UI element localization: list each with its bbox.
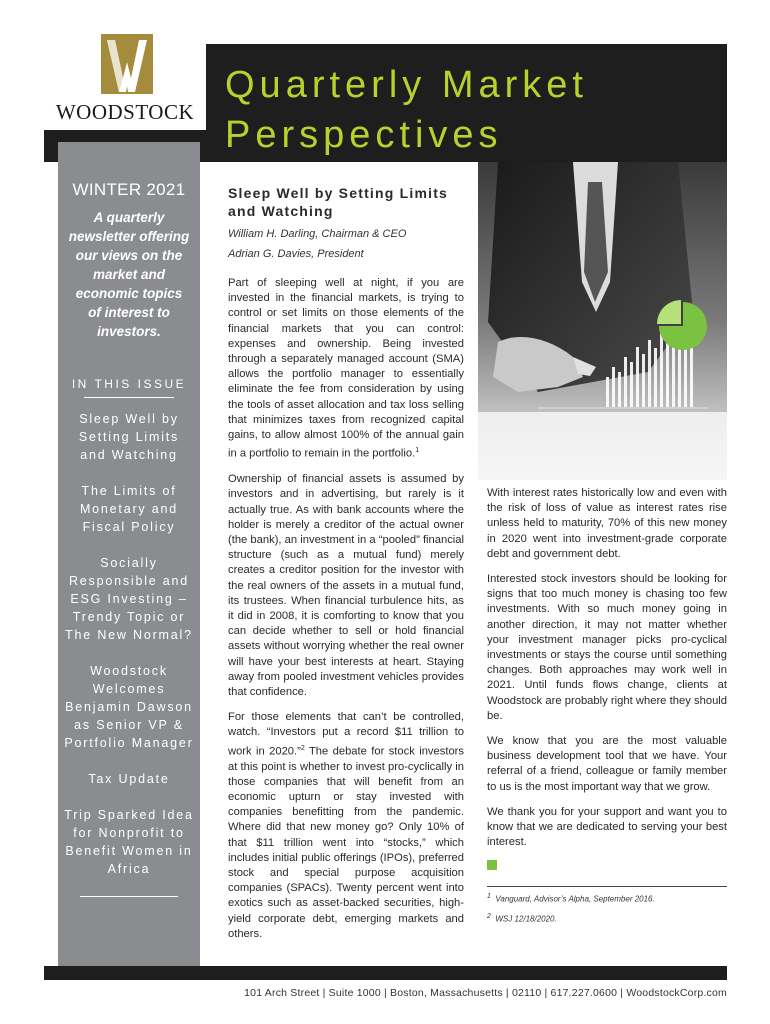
in-this-issue-heading: IN THIS ISSUE — [71, 377, 187, 391]
toc-item-limits-policy[interactable]: The Limits of Monetary and Fiscal Policy — [79, 484, 179, 534]
toc-item-benjamin-dawson[interactable]: Woodstock Welcomes Benjamin Dawson as Senior VP & Portfolio Manager — [64, 664, 194, 750]
season-label: WINTER 2021 — [72, 180, 186, 199]
end-mark-icon — [487, 860, 497, 870]
woodstock-w-logo-icon — [101, 34, 153, 94]
divider — [80, 896, 178, 897]
divider — [84, 397, 174, 398]
author-chairman: William H. Darling, Chairman & CEO — [228, 228, 407, 240]
footnote-ref: 2 — [300, 744, 305, 752]
byline — [228, 224, 406, 264]
sidebar — [58, 142, 200, 980]
paragraph: For those elements that can’t be controlled, watch. “Investors put a record $11 trillion to work in 2020.”$^2$ The debate for stock investors at this point is whether to invest pro-cyclically in those companies that will benefit from an economic upturn or stay invested with companies benefitting from the pandemic. Where did that new money go? Only 10% of that $11 trillion went into “stocks,” which includes initial public offerings (IPOs), preferred stock and special purpose acquisition companies (SPACs). Twenty percent went into exotics such as asset-backed securities, high-yield corporate debt, emerging markets and others. — [228, 711, 464, 940]
paragraph: With interest rates historically low and even with the risk of loss of value as interest rates rise unless held to maturity, 70% of this new money in 2020 went into investment-grade corporate debt and government debt. — [487, 487, 727, 560]
footnote-ref: 1 — [415, 447, 420, 455]
toc-item-nonprofit[interactable]: Trip Sparked Idea for Nonprofit to Benefit Women in Africa — [64, 808, 194, 876]
article-column-2 — [487, 486, 727, 931]
toc-item-tax-update[interactable]: Tax Update — [88, 772, 170, 786]
bottom-bar — [44, 966, 727, 980]
article-column-1 — [228, 276, 464, 952]
newsletter-title — [225, 60, 588, 160]
woodstock-logo — [44, 34, 206, 130]
paragraph: We know that you are the most valuable business development tool that we have. Your referral of a friend, colleague or family member to us is the most important way that we grow. — [487, 735, 727, 793]
paragraph: Interested stock investors should be looking for signs that too much money is chasing too few investments. With so much money going in another direction, it may not matter whether your investment manager picks pro-cyclical investments or stays the course until something changes. Both approaches may work well in 2021. Until funds flows change, clients at Woodstock are probably right where they should be. — [487, 573, 727, 722]
footnote-divider — [487, 886, 727, 887]
footnote: $^1$ Vanguard, Advisor’s Alpha, September 2016. — [487, 893, 655, 905]
logo-text: WOODSTOCK — [55, 100, 195, 124]
toc-item-sleep-well[interactable]: Sleep Well by Setting Limits and Watching — [78, 412, 180, 462]
paragraph: Ownership of financial assets is assumed by investors and in advertising, but rarely is it actually true. As with bank accounts where the holder is merely a creditor of the actual owner (the bank), an investment in a “pooled” financial structure (such as a mutual fund) merely creates a creditor position for the investor with the real owners of the assets in a mutual fund, its trustees. When financial turbulence hits, as it did in 2008, it is comforting to know that you can decide whether to sell or hold financial assets without worrying whether the real owner will have your best interests at heart. Staying away from pooled investment vehicles provides that confidence. — [228, 473, 464, 699]
newsletter-tagline: A quarterly newsletter offering our views on the market and economic topics of interest to investors. — [68, 210, 190, 339]
footnote: $^2$ WSJ 12/18/2020. — [487, 913, 557, 924]
title-line-1: Quarterly Market — [225, 64, 588, 106]
title-line-2: Perspectives — [225, 114, 503, 156]
toc-item-esg-investing[interactable]: Socially Responsible and ESG Investing – Trendy Topic or The New Normal? — [65, 556, 193, 642]
article-title: Sleep Well by Setting Limits and Watching — [228, 185, 449, 219]
footer-address: 101 Arch Street | Suite 1000 | Boston, Massachusetts | 02110 | 617.227.0600 | WoodstockCorp.com — [244, 987, 727, 999]
paragraph: We thank you for your support and want you to know that we are dedicated to serving your best interest. — [487, 805, 727, 849]
author-president: Adrian G. Davies, President — [228, 248, 364, 260]
sidebar-content — [58, 180, 200, 897]
paragraph: Part of sleeping well at night, if you are invested in the financial markets, is trying to control or set limits on those elements of the financial markets that you can control: expenses and ownership. Being invested through a separately managed account (SMA) allows the portfolio manager to essentially eliminate the fee from consideration by using the tools of asset allocation and tax loss selling that minimizes taxes from recognized capital gains, to allow almost 100% of the annual gain in a portfolio to remain in the portfolio.$^1$ — [228, 277, 464, 460]
hero-image-businessman-chart — [478, 162, 727, 480]
